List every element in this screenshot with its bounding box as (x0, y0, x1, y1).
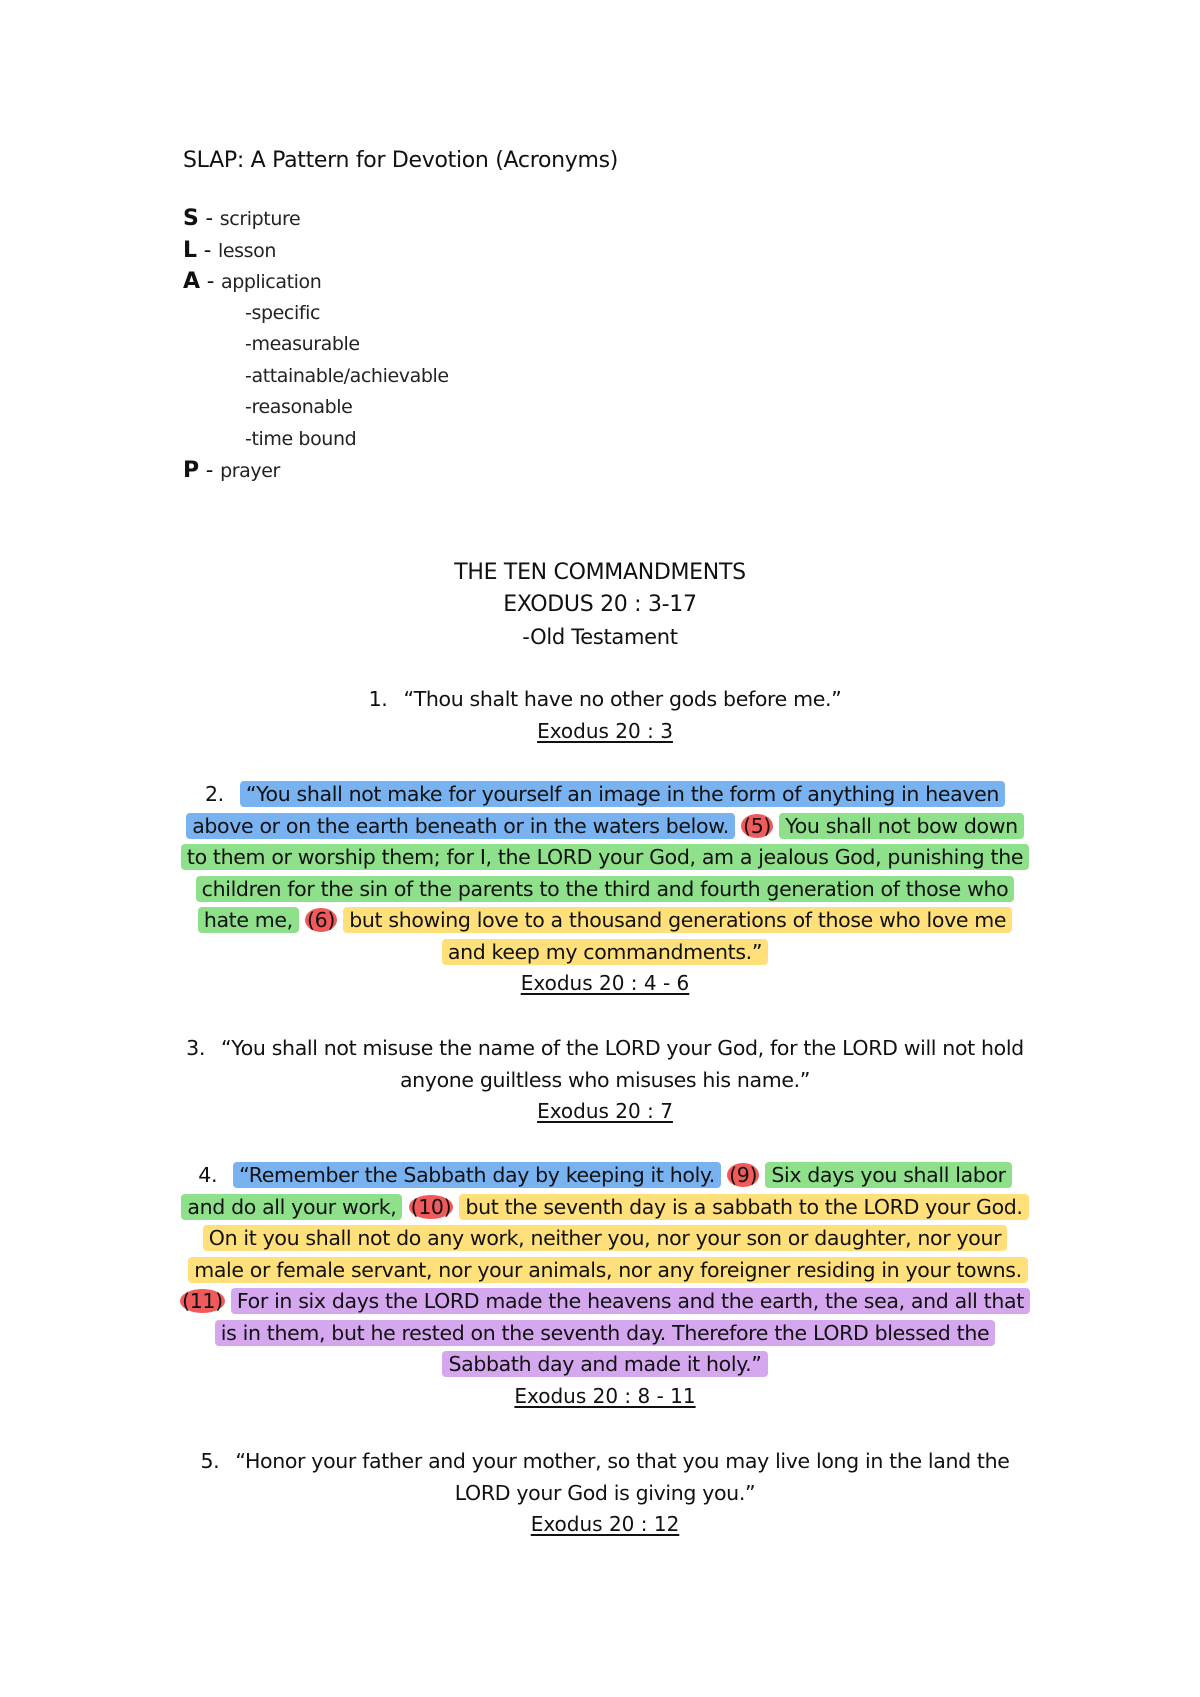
verse-text: “You shall not misuse the name of the LORD your God, for the LORD will not hold anyone guiltless who misuses his name.” (221, 1036, 1024, 1092)
commandment-number: 1. (368, 687, 388, 711)
scripture-reference: Exodus 20 : 3 (537, 718, 673, 743)
application-subitem: -specific (245, 301, 321, 324)
commandment-text (180, 1446, 1030, 1509)
application-subitem: -reasonable (245, 396, 353, 418)
slap-term: scripture (219, 208, 301, 230)
section-reference: EXODUS 20 : 3-17 (503, 592, 697, 617)
verse-marker: (6) (307, 908, 336, 932)
commandment-number: 5. (200, 1449, 220, 1473)
slap-term: prayer (220, 460, 280, 482)
commandment-number: 2. (204, 782, 224, 806)
slap-term: lesson (217, 239, 277, 262)
ten-commandments-header (0, 557, 1200, 653)
commandment-text (180, 1033, 1030, 1096)
scripture-reference: Exodus 20 : 7 (537, 1099, 673, 1123)
verse-marker: (9) (729, 1163, 758, 1187)
slap-section (183, 148, 883, 487)
commandment-text (180, 1160, 1030, 1381)
slap-letter: A (183, 269, 201, 294)
verse-text: “Thou shalt have no other gods before me.” (403, 687, 842, 711)
slap-term: application (220, 271, 322, 293)
highlighted-verse: For in six days the LORD made the heavens and the earth, the sea, and all that is in them, but he rested on the seventh day. Therefore the LORD blessed the Sabbath day and made it holy.” (215, 1288, 1030, 1377)
slap-item-s (183, 203, 883, 235)
highlighted-verse: but showing love to a thousand generations of those who love me and keep my commandments.” (343, 907, 1012, 965)
highlighted-verse: “Remember the Sabbath day by keeping it holy. (233, 1162, 721, 1188)
commandment-3 (180, 1033, 1030, 1127)
scripture-reference: Exodus 20 : 8 - 11 (514, 1383, 696, 1408)
slap-letter: P (183, 458, 200, 483)
application-subitem: -time bound (245, 427, 357, 450)
scripture-reference: Exodus 20 : 12 (530, 1512, 680, 1536)
slap-title: SLAP: A Pattern for Devotion (Acronyms) (183, 148, 619, 173)
verse-marker: (5) (743, 813, 772, 838)
highlighted-verse: but the seventh day is a sabbath to the LORD your God. On it you shall not do any work, neither you, nor your son or daughter, nor your male or female servant, nor your animals, nor any foreigner residing in your towns. (188, 1194, 1028, 1283)
highlighted-verse: You shall not bow down to them or worship them; for I, the LORD your God, am a jealous God, punishing the children for the sin of the parents to the third and fourth generation of those who hate me, (181, 813, 1029, 934)
section-title: THE TEN COMMANDMENTS (454, 560, 746, 585)
commandment-5 (180, 1446, 1030, 1540)
commandment-4 (180, 1160, 1030, 1412)
highlighted-verse: Six days you shall labor and do all your work, (181, 1162, 1011, 1220)
commandment-text (180, 779, 1030, 968)
scripture-reference: Exodus 20 : 4 - 6 (520, 971, 690, 995)
slap-item-p (183, 455, 883, 487)
slap-separator: - (198, 206, 220, 230)
verse-text: “Honor your father and your mother, so that you may live long in the land the LORD your God is giving you.” (235, 1449, 1010, 1505)
slap-list (183, 203, 883, 487)
slap-letter: L (183, 237, 198, 263)
verse-marker: (10) (410, 1194, 452, 1219)
commandment-2 (180, 779, 1030, 999)
slap-separator: - (197, 237, 218, 262)
application-subitem: -attainable/achievable (245, 364, 449, 387)
commandment-number: 3. (186, 1036, 205, 1060)
slap-separator: - (200, 269, 221, 293)
commandment-number: 4. (198, 1163, 218, 1187)
verse-marker: (11) (182, 1289, 223, 1313)
application-subitem: -measurable (245, 333, 360, 355)
slap-item-l (183, 235, 883, 267)
section-testament: -Old Testament (522, 625, 678, 649)
slap-separator: - (199, 458, 221, 482)
highlighted-verse: “You shall not make for yourself an image in the form of anything in heaven above or on the earth beneath or in the waters below. (186, 781, 1005, 839)
commandment-text (180, 684, 1030, 716)
commandment-1 (180, 684, 1030, 747)
slap-item-a (183, 266, 883, 298)
slap-letter: S (183, 206, 199, 231)
